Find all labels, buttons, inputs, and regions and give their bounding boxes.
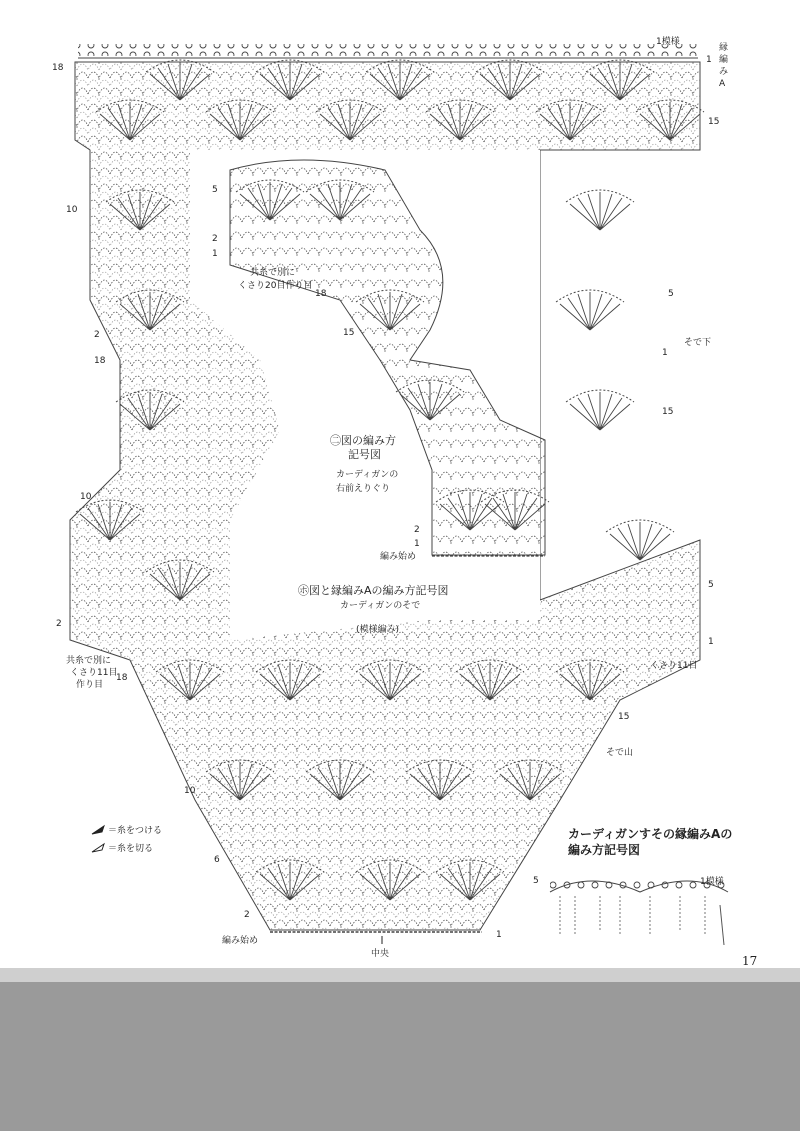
center-label: 中央: [371, 949, 390, 959]
row-right-4: 1: [662, 348, 668, 358]
row-left-3: 2: [94, 330, 100, 340]
row-right-6: 5: [708, 580, 714, 590]
neckline-row-5: 5: [212, 185, 218, 195]
row-left-6: 2: [56, 619, 62, 629]
row-left-9: 6: [214, 855, 220, 865]
row-left-10: 2: [244, 910, 250, 920]
scan-shadow: [0, 980, 800, 1131]
left-chain-note-line3: 作り目: [76, 680, 104, 690]
row-left-7: 18: [116, 673, 128, 683]
neckline-subtitle-line2: 右前えりぐり: [336, 484, 391, 494]
row-left-2: 10: [66, 205, 78, 215]
one-pattern-label-top: 1模様: [656, 37, 680, 47]
edging-a-char-4: A: [719, 79, 726, 89]
neckline-title-line1: ㊁図の編み方: [330, 434, 396, 447]
row-left-5: 10: [80, 492, 92, 502]
edging-a-char-1: 縁: [719, 43, 729, 53]
neckline-row-1b: 1: [414, 539, 420, 549]
row-right-3: 5: [668, 289, 674, 299]
row-right-10: 1: [496, 930, 502, 940]
sleeve-cap-label: そで山: [606, 748, 634, 758]
row-right-2: 15: [708, 117, 720, 127]
neckline-chain-note-line1: 共糸で別に: [250, 268, 296, 278]
legend-attach-yarn: ＝糸をつける: [108, 826, 163, 836]
right-chain-note: くさり11目: [650, 661, 698, 671]
row-right-5: 15: [662, 407, 674, 417]
hem-edging-one-pattern: 1模様: [700, 877, 724, 887]
legend-cut-yarn: ＝糸を切る: [108, 844, 154, 854]
row-right-8: 15: [618, 712, 630, 722]
row-left-4: 18: [94, 356, 106, 366]
neckline-row-2b: 2: [414, 525, 420, 535]
neckline-title-line2: 記号図: [348, 448, 381, 461]
sleeve-bottom-label: そで下: [684, 338, 712, 348]
neckline-row-1: 1: [212, 249, 218, 259]
pattern-name: (模様編み): [356, 625, 400, 635]
sleeve-start-label: 編み始め: [222, 936, 259, 946]
edging-a-char-2: 編: [719, 55, 729, 65]
attach-yarn-arrow-icon: [92, 826, 104, 834]
row-right-9: 5: [533, 876, 539, 886]
neckline-row-18: 18: [315, 289, 327, 299]
row-right-1: 1: [706, 55, 712, 65]
neckline-row-15: 15: [343, 328, 355, 338]
sleeve-title: ㋭図と縁編みAの編み方記号図: [298, 584, 449, 597]
scan-shadow-gradient: [0, 968, 800, 982]
hem-edging-title-line2: 編み方記号図: [568, 843, 641, 857]
neckline-subtitle-line1: カーディガンの: [336, 470, 399, 480]
neckline-row-2: 2: [212, 234, 218, 244]
edging-a-picot-row: [78, 44, 698, 56]
cut-yarn-arrow-icon: [92, 844, 104, 852]
neckline-chain-note-line2: くさり20目作り目: [238, 281, 313, 291]
left-chain-note-line1: 共糸で別に: [66, 656, 112, 666]
row-right-7: 1: [708, 637, 714, 647]
left-chain-note-line2: くさり11目: [70, 668, 118, 678]
sleeve-subtitle: カーディガンのそで: [340, 601, 421, 611]
legend: [92, 825, 162, 854]
neckline-start-label: 編み始め: [380, 552, 417, 562]
page-number: 17: [742, 954, 758, 968]
edging-a-char-3: み: [719, 67, 729, 77]
hem-edging-chart: [550, 880, 728, 945]
row-left-8: 10: [184, 786, 196, 796]
row-left-1: 18: [52, 63, 64, 73]
hem-edging-title-line1: カーディガンすその縁編みAの: [568, 827, 733, 841]
